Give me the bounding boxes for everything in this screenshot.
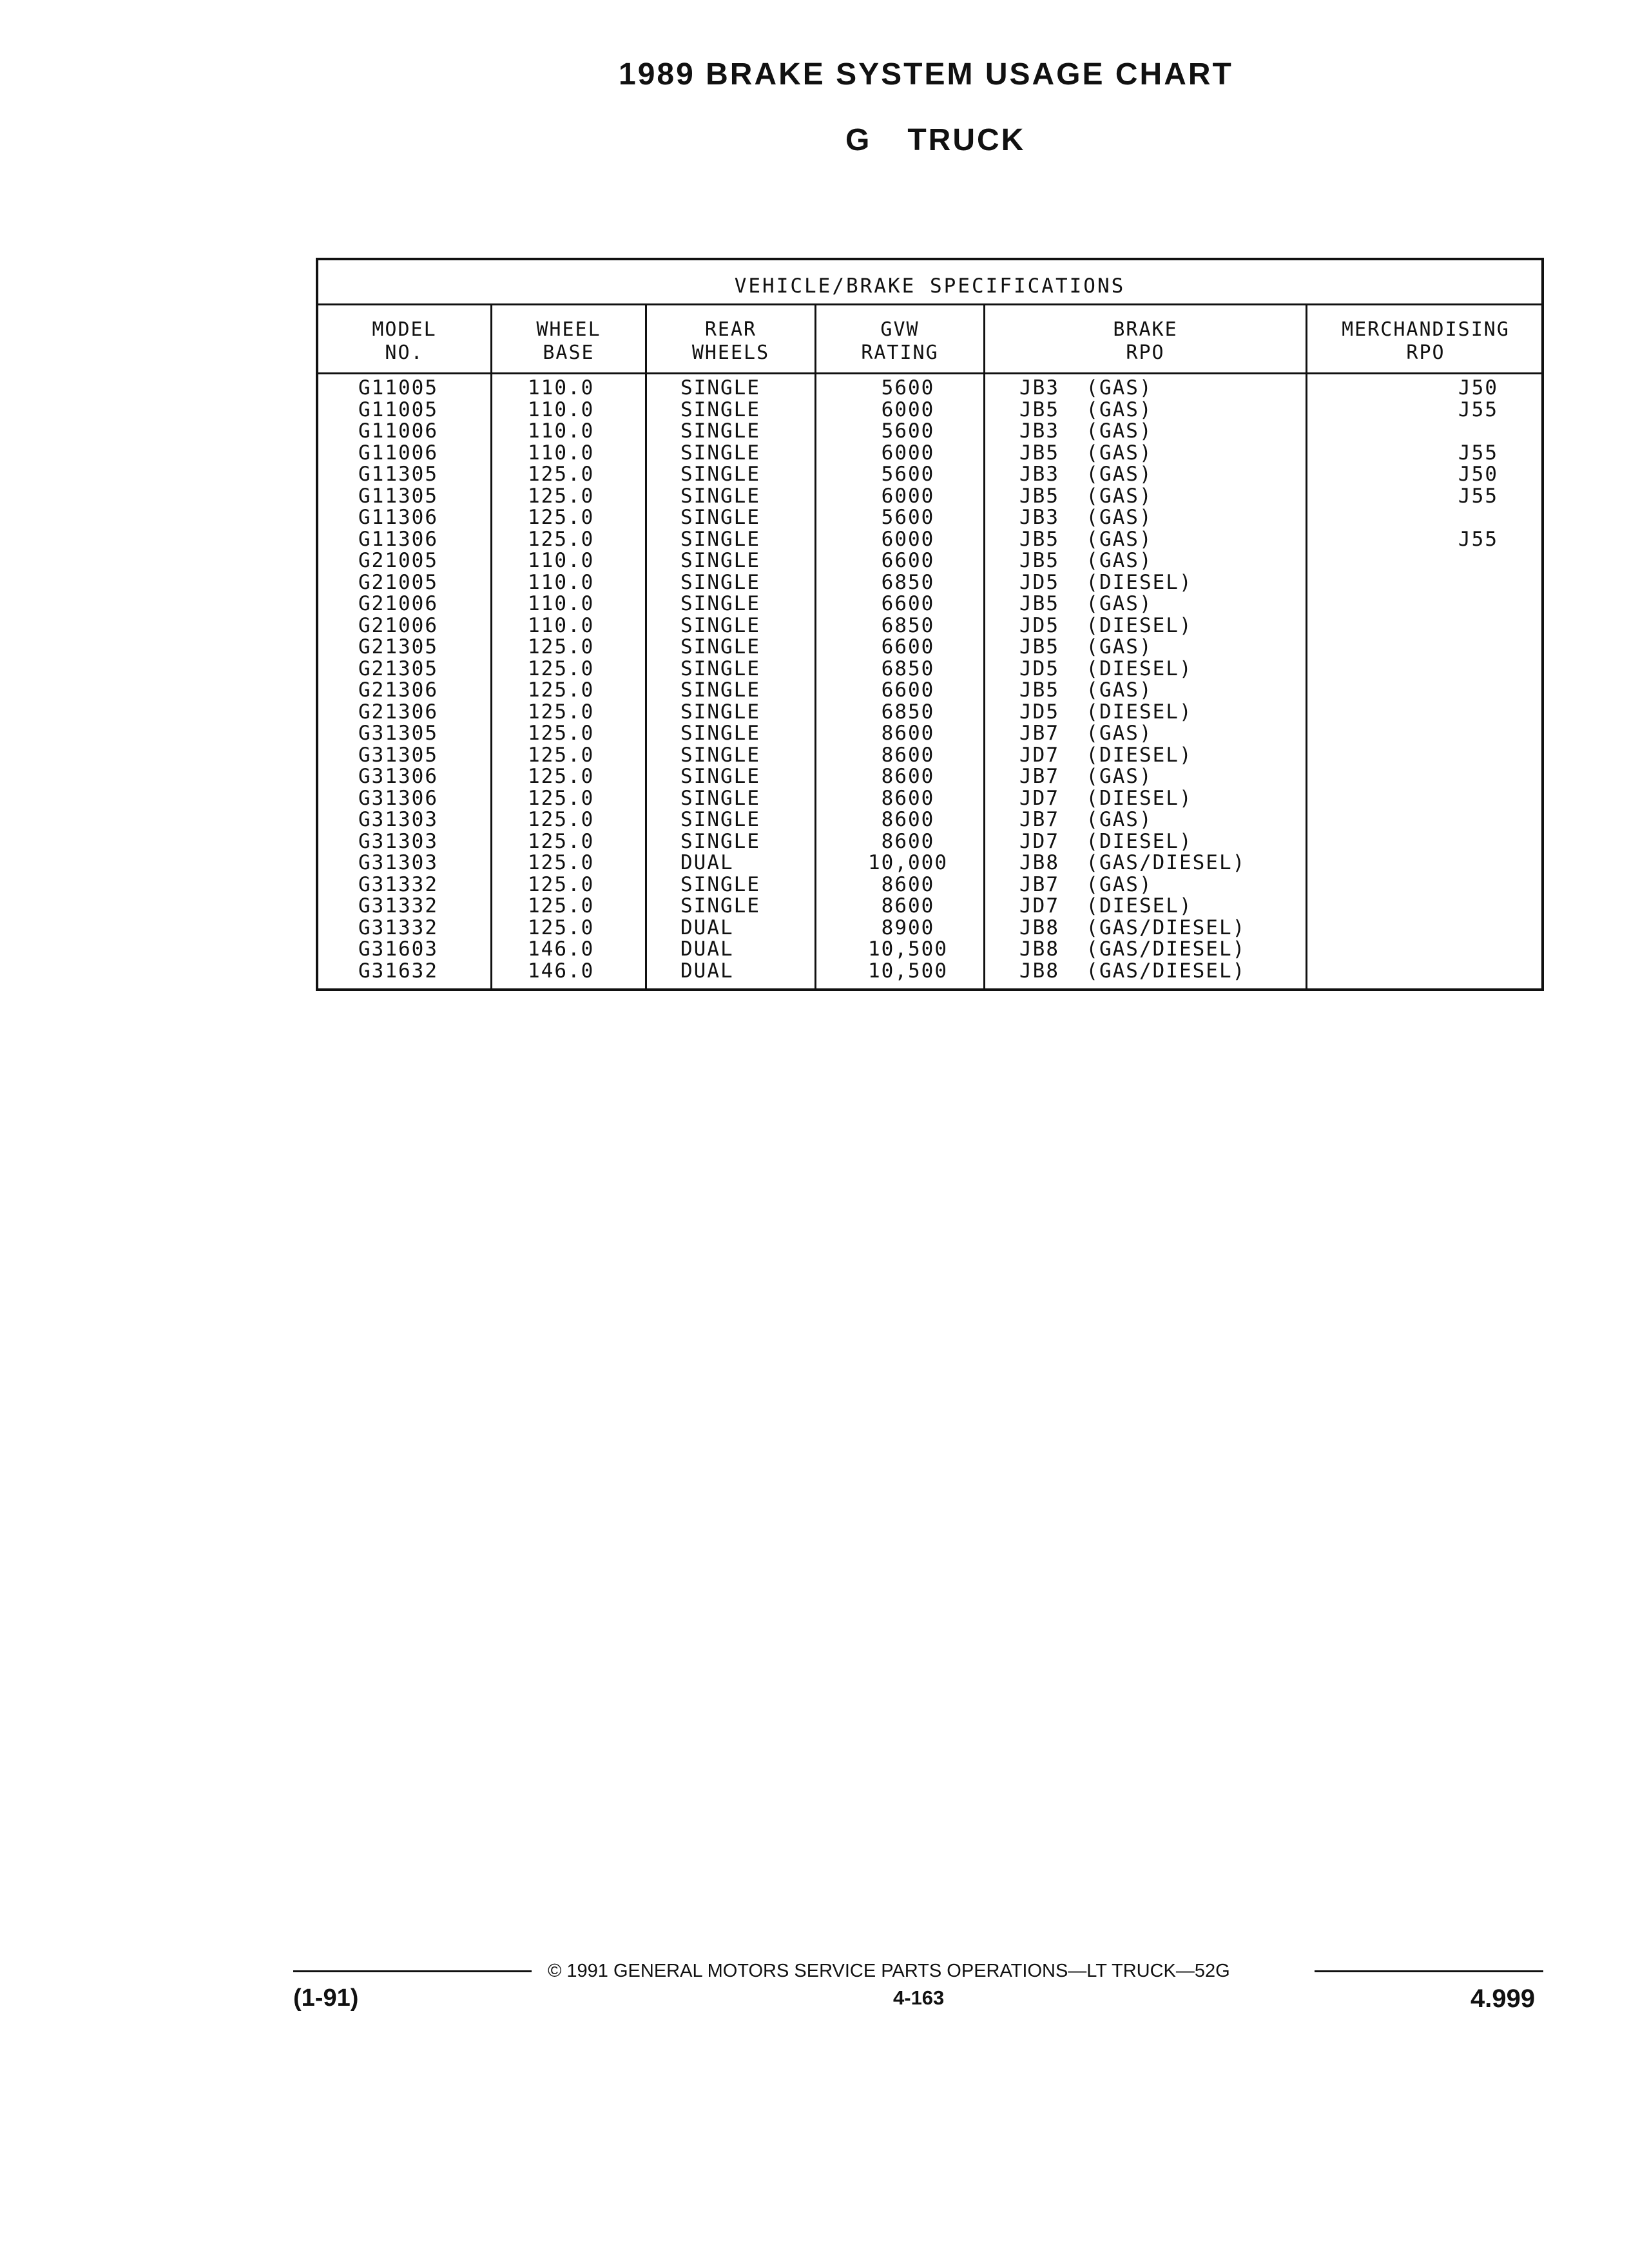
brake-rpo-cell: JB5 (GAS) bbox=[1019, 484, 1153, 508]
wheel-base-cell: 110.0 bbox=[528, 398, 595, 421]
rear-wheels-cell: SINGLE bbox=[680, 613, 760, 637]
rear-wheels-cell: SINGLE bbox=[680, 376, 760, 399]
model-no-cell: G21005 bbox=[358, 570, 438, 594]
rear-wheels-cell: SINGLE bbox=[680, 506, 760, 529]
wheel-base-cell: 125.0 bbox=[528, 506, 595, 529]
model-no-cell: G21305 bbox=[358, 635, 438, 658]
model-no-cell: G31332 bbox=[358, 894, 438, 918]
wheel-base-cell: 110.0 bbox=[528, 376, 595, 399]
table-row bbox=[318, 637, 1541, 658]
brake-rpo-cell: JB8 (GAS/DIESEL) bbox=[1019, 851, 1246, 874]
model-no-cell: G11005 bbox=[358, 398, 438, 421]
wheel-base-cell: 110.0 bbox=[528, 549, 595, 572]
merchandising-rpo-cell: J55 bbox=[1458, 484, 1498, 508]
brake-rpo-cell: JD5 (DIESEL) bbox=[1019, 613, 1193, 637]
gvw-rating-cell: 8600 bbox=[881, 829, 935, 853]
gvw-rating-cell: 6600 bbox=[881, 635, 935, 658]
model-no-cell: G31303 bbox=[358, 808, 438, 831]
gvw-rating-cell: 6600 bbox=[881, 678, 935, 702]
table-row bbox=[318, 766, 1541, 788]
header-model bbox=[318, 311, 490, 372]
subtitle-prefix: G bbox=[845, 123, 872, 157]
gvw-rating-cell: 6600 bbox=[881, 592, 935, 615]
brake-rpo-cell: JB5 (GAS) bbox=[1019, 398, 1153, 421]
brake-rpo-cell: JD7 (DIESEL) bbox=[1019, 786, 1193, 810]
wheel-base-cell: 125.0 bbox=[528, 657, 595, 680]
model-no-cell: G31632 bbox=[358, 959, 438, 983]
gvw-rating-cell: 5600 bbox=[881, 463, 935, 486]
header-merchandising-rpo-line1: MERCHANDISING bbox=[1342, 318, 1510, 341]
header-wheel-base-line2: BASE bbox=[543, 341, 595, 364]
table-row bbox=[318, 745, 1541, 767]
footer-rule-right bbox=[1315, 1970, 1543, 1972]
wheel-base-cell: 146.0 bbox=[528, 959, 595, 983]
table-row bbox=[318, 486, 1541, 508]
header-model-line2: NO. bbox=[385, 341, 424, 364]
wheel-base-cell: 125.0 bbox=[528, 700, 595, 724]
rear-wheels-cell: SINGLE bbox=[680, 722, 760, 745]
model-no-cell: G11306 bbox=[358, 527, 438, 551]
brake-rpo-cell: JD7 (DIESEL) bbox=[1019, 743, 1193, 767]
table-row bbox=[318, 723, 1541, 745]
wheel-base-cell: 125.0 bbox=[528, 786, 595, 810]
gvw-rating-cell: 10,500 bbox=[868, 959, 948, 983]
rear-wheels-cell: SINGLE bbox=[680, 657, 760, 680]
table-row bbox=[318, 464, 1541, 486]
gvw-rating-cell: 8600 bbox=[881, 786, 935, 810]
model-no-cell: G11306 bbox=[358, 506, 438, 529]
brake-rpo-cell: JB8 (GAS/DIESEL) bbox=[1019, 959, 1246, 983]
model-no-cell: G21306 bbox=[358, 700, 438, 724]
table-row bbox=[318, 788, 1541, 810]
wheel-base-cell: 125.0 bbox=[528, 916, 595, 939]
footer-section-number: 4.999 bbox=[1470, 1984, 1536, 2013]
merchandising-rpo-cell: J55 bbox=[1458, 398, 1498, 421]
wheel-base-cell: 125.0 bbox=[528, 484, 595, 508]
rear-wheels-cell: SINGLE bbox=[680, 894, 760, 918]
model-no-cell: G21306 bbox=[358, 678, 438, 702]
header-merchandising-rpo-line2: RPO bbox=[1406, 341, 1445, 364]
wheel-base-cell: 110.0 bbox=[528, 570, 595, 594]
table-row bbox=[318, 443, 1541, 465]
model-no-cell: G31303 bbox=[358, 829, 438, 853]
brake-rpo-cell: JB3 (GAS) bbox=[1019, 376, 1153, 399]
wheel-base-cell: 125.0 bbox=[528, 851, 595, 874]
model-no-cell: G31603 bbox=[358, 937, 438, 961]
brake-rpo-cell: JB5 (GAS) bbox=[1019, 678, 1153, 702]
model-no-cell: G31306 bbox=[358, 765, 438, 788]
header-merchandising-rpo bbox=[1307, 311, 1544, 372]
table-row bbox=[318, 529, 1541, 551]
table-body bbox=[318, 378, 1541, 982]
gvw-rating-cell: 6000 bbox=[881, 441, 935, 465]
gvw-rating-cell: 6600 bbox=[881, 549, 935, 572]
gvw-rating-cell: 8600 bbox=[881, 743, 935, 767]
header-brake-rpo-line2: RPO bbox=[1126, 341, 1165, 364]
rear-wheels-cell: SINGLE bbox=[680, 829, 760, 853]
rear-wheels-cell: SINGLE bbox=[680, 441, 760, 465]
page-title: 1989 BRAKE SYSTEM USAGE CHART bbox=[619, 57, 1233, 91]
table-caption: VEHICLE/BRAKE SPECIFICATIONS bbox=[318, 260, 1541, 305]
wheel-base-cell: 125.0 bbox=[528, 765, 595, 788]
header-gvw-rating-line1: GVW bbox=[880, 318, 920, 341]
rear-wheels-cell: SINGLE bbox=[680, 549, 760, 572]
table-row bbox=[318, 658, 1541, 680]
brake-rpo-cell: JD7 (DIESEL) bbox=[1019, 829, 1193, 853]
table-row bbox=[318, 702, 1541, 724]
gvw-rating-cell: 10,500 bbox=[868, 937, 948, 961]
table-row bbox=[318, 615, 1541, 637]
subtitle-name: TRUCK bbox=[907, 123, 1026, 157]
rear-wheels-cell: SINGLE bbox=[680, 527, 760, 551]
rear-wheels-cell: SINGLE bbox=[680, 808, 760, 831]
gvw-rating-cell: 6850 bbox=[881, 570, 935, 594]
rear-wheels-cell: SINGLE bbox=[680, 700, 760, 724]
gvw-rating-cell: 8600 bbox=[881, 872, 935, 896]
rear-wheels-cell: SINGLE bbox=[680, 786, 760, 810]
rear-wheels-cell: SINGLE bbox=[680, 678, 760, 702]
rear-wheels-cell: SINGLE bbox=[680, 398, 760, 421]
gvw-rating-cell: 10,000 bbox=[868, 851, 948, 874]
model-no-cell: G11006 bbox=[358, 419, 438, 443]
footer-date-code: (1-91) bbox=[293, 1984, 359, 2012]
gvw-rating-cell: 8600 bbox=[881, 722, 935, 745]
header-divider bbox=[318, 372, 1541, 374]
wheel-base-cell: 110.0 bbox=[528, 592, 595, 615]
rear-wheels-cell: SINGLE bbox=[680, 743, 760, 767]
footer-page-number: 4-163 bbox=[893, 1986, 945, 2009]
brake-rpo-cell: JB3 (GAS) bbox=[1019, 419, 1153, 443]
gvw-rating-cell: 5600 bbox=[881, 419, 935, 443]
gvw-rating-cell: 6000 bbox=[881, 398, 935, 421]
rear-wheels-cell: SINGLE bbox=[680, 592, 760, 615]
wheel-base-cell: 110.0 bbox=[528, 419, 595, 443]
model-no-cell: G31305 bbox=[358, 743, 438, 767]
brake-rpo-cell: JB5 (GAS) bbox=[1019, 549, 1153, 572]
model-no-cell: G21305 bbox=[358, 657, 438, 680]
model-no-cell: G31332 bbox=[358, 872, 438, 896]
brake-rpo-cell: JB3 (GAS) bbox=[1019, 506, 1153, 529]
model-no-cell: G21006 bbox=[358, 613, 438, 637]
rear-wheels-cell: SINGLE bbox=[680, 419, 760, 443]
wheel-base-cell: 125.0 bbox=[528, 463, 595, 486]
brake-rpo-cell: JB3 (GAS) bbox=[1019, 463, 1153, 486]
merchandising-rpo-cell: J55 bbox=[1458, 441, 1498, 465]
model-no-cell: G21006 bbox=[358, 592, 438, 615]
model-no-cell: G11005 bbox=[358, 376, 438, 399]
rear-wheels-cell: DUAL bbox=[680, 851, 734, 874]
brake-rpo-cell: JB7 (GAS) bbox=[1019, 765, 1153, 788]
model-no-cell: G11006 bbox=[358, 441, 438, 465]
rear-wheels-cell: SINGLE bbox=[680, 570, 760, 594]
gvw-rating-cell: 6000 bbox=[881, 527, 935, 551]
footer-copyright: © 1991 GENERAL MOTORS SERVICE PARTS OPERATIONS—LT TRUCK—52G bbox=[548, 1961, 1230, 1981]
wheel-base-cell: 125.0 bbox=[528, 743, 595, 767]
header-gvw-rating bbox=[816, 311, 983, 372]
rear-wheels-cell: SINGLE bbox=[680, 635, 760, 658]
gvw-rating-cell: 6000 bbox=[881, 484, 935, 508]
table-row bbox=[318, 939, 1541, 961]
footer-rule-left bbox=[293, 1970, 532, 1972]
header-rear-wheels bbox=[647, 311, 815, 372]
model-no-cell: G31306 bbox=[358, 786, 438, 810]
rear-wheels-cell: SINGLE bbox=[680, 872, 760, 896]
merchandising-rpo-cell: J50 bbox=[1458, 376, 1498, 399]
gvw-rating-cell: 8600 bbox=[881, 765, 935, 788]
brake-rpo-cell: JB8 (GAS/DIESEL) bbox=[1019, 916, 1246, 939]
model-no-cell: G11305 bbox=[358, 484, 438, 508]
gvw-rating-cell: 6850 bbox=[881, 613, 935, 637]
brake-rpo-cell: JB5 (GAS) bbox=[1019, 592, 1153, 615]
table-row bbox=[318, 961, 1541, 983]
table-row bbox=[318, 874, 1541, 896]
table-row bbox=[318, 809, 1541, 831]
wheel-base-cell: 125.0 bbox=[528, 678, 595, 702]
brake-rpo-cell: JD5 (DIESEL) bbox=[1019, 700, 1193, 724]
gvw-rating-cell: 6850 bbox=[881, 700, 935, 724]
rear-wheels-cell: SINGLE bbox=[680, 484, 760, 508]
table-row bbox=[318, 593, 1541, 615]
brake-rpo-cell: JB7 (GAS) bbox=[1019, 872, 1153, 896]
header-model-line1: MODEL bbox=[372, 318, 437, 341]
brake-rpo-cell: JB8 (GAS/DIESEL) bbox=[1019, 937, 1246, 961]
rear-wheels-cell: DUAL bbox=[680, 959, 734, 983]
wheel-base-cell: 125.0 bbox=[528, 808, 595, 831]
specifications-table bbox=[316, 258, 1544, 991]
merchandising-rpo-cell: J55 bbox=[1458, 527, 1498, 551]
gvw-rating-cell: 5600 bbox=[881, 506, 935, 529]
model-no-cell: G31332 bbox=[358, 916, 438, 939]
brake-rpo-cell: JB5 (GAS) bbox=[1019, 527, 1153, 551]
wheel-base-cell: 110.0 bbox=[528, 613, 595, 637]
wheel-base-cell: 125.0 bbox=[528, 527, 595, 551]
model-no-cell: G11305 bbox=[358, 463, 438, 486]
table-row bbox=[318, 896, 1541, 918]
table-row bbox=[318, 550, 1541, 572]
header-brake-rpo-line1: BRAKE bbox=[1113, 318, 1178, 341]
merchandising-rpo-cell: J50 bbox=[1458, 463, 1498, 486]
brake-rpo-cell: JB5 (GAS) bbox=[1019, 635, 1153, 658]
rear-wheels-cell: SINGLE bbox=[680, 765, 760, 788]
header-rear-wheels-line1: REAR bbox=[704, 318, 757, 341]
wheel-base-cell: 146.0 bbox=[528, 937, 595, 961]
brake-rpo-cell: JD5 (DIESEL) bbox=[1019, 657, 1193, 680]
brake-rpo-cell: JB5 (GAS) bbox=[1019, 441, 1153, 465]
brake-rpo-cell: JD5 (DIESEL) bbox=[1019, 570, 1193, 594]
gvw-rating-cell: 6850 bbox=[881, 657, 935, 680]
model-no-cell: G21005 bbox=[358, 549, 438, 572]
table-row bbox=[318, 831, 1541, 853]
header-rear-wheels-line2: WHEELS bbox=[691, 341, 770, 364]
page-subtitle bbox=[845, 122, 1025, 158]
gvw-rating-cell: 8600 bbox=[881, 894, 935, 918]
rear-wheels-cell: DUAL bbox=[680, 916, 734, 939]
brake-rpo-cell: JB7 (GAS) bbox=[1019, 808, 1153, 831]
model-no-cell: G31303 bbox=[358, 851, 438, 874]
table-row bbox=[318, 680, 1541, 702]
rear-wheels-cell: DUAL bbox=[680, 937, 734, 961]
header-gvw-rating-line2: RATING bbox=[861, 341, 939, 364]
wheel-base-cell: 125.0 bbox=[528, 894, 595, 918]
wheel-base-cell: 125.0 bbox=[528, 635, 595, 658]
model-no-cell: G31305 bbox=[358, 722, 438, 745]
wheel-base-cell: 125.0 bbox=[528, 872, 595, 896]
wheel-base-cell: 110.0 bbox=[528, 441, 595, 465]
header-wheel-base-line1: WHEEL bbox=[536, 318, 601, 341]
rear-wheels-cell: SINGLE bbox=[680, 463, 760, 486]
wheel-base-cell: 125.0 bbox=[528, 722, 595, 745]
header-wheel-base bbox=[492, 311, 645, 372]
header-brake-rpo bbox=[985, 311, 1306, 372]
gvw-rating-cell: 5600 bbox=[881, 376, 935, 399]
table-row bbox=[318, 572, 1541, 594]
gvw-rating-cell: 8600 bbox=[881, 808, 935, 831]
brake-rpo-cell: JD7 (DIESEL) bbox=[1019, 894, 1193, 918]
table-row bbox=[318, 852, 1541, 874]
table-row bbox=[318, 378, 1541, 399]
table-row bbox=[318, 918, 1541, 939]
brake-rpo-cell: JB7 (GAS) bbox=[1019, 722, 1153, 745]
table-row bbox=[318, 399, 1541, 421]
wheel-base-cell: 125.0 bbox=[528, 829, 595, 853]
table-row bbox=[318, 421, 1541, 443]
gvw-rating-cell: 8900 bbox=[881, 916, 935, 939]
table-row bbox=[318, 507, 1541, 529]
